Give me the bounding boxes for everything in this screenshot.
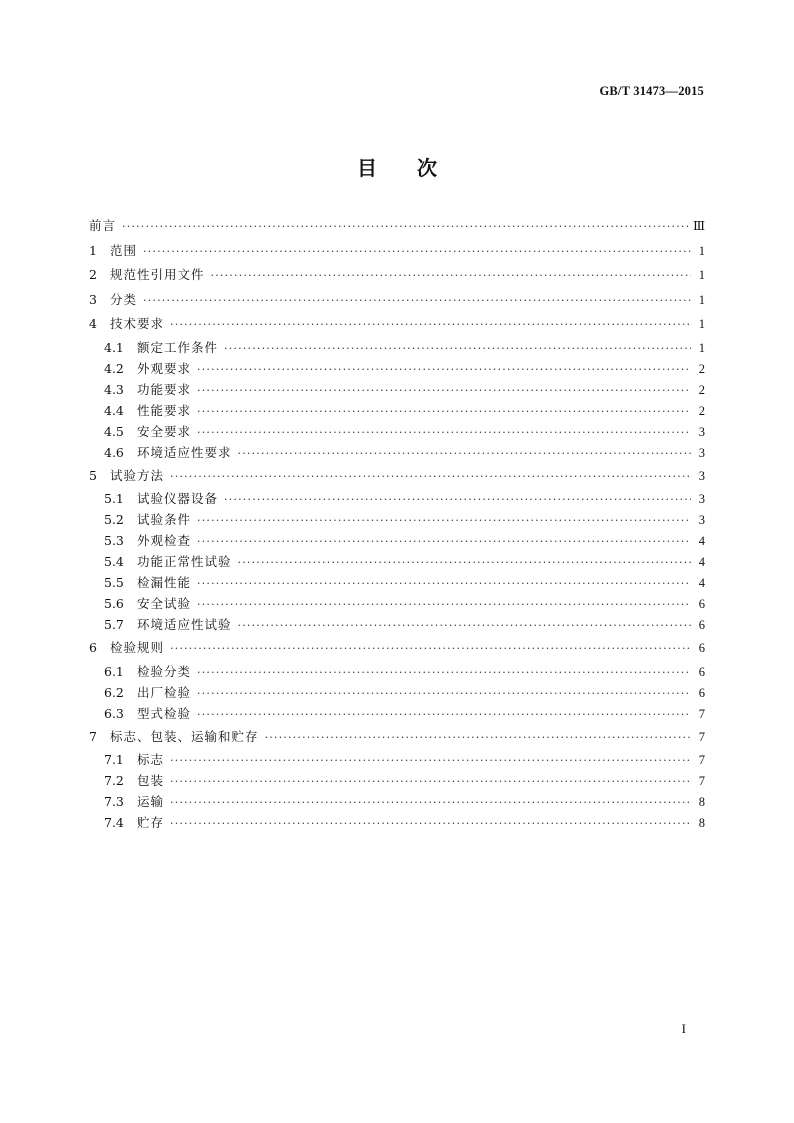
toc-entry-number: 7.3 [104,794,124,809]
toc-entry-page: 4 [698,576,705,590]
toc-entry-page: 3 [698,424,705,439]
toc-subsection-entry[interactable] [89,400,705,421]
toc-entry-number: 4.5 [104,423,124,439]
toc-entry-number: 7.1 [104,752,124,767]
toc-entry-page: 4 [698,534,705,548]
toc-entry-number: 7.4 [104,815,124,830]
toc-subsection-entry[interactable] [89,509,705,530]
toc-entry-number: 4 [89,316,97,331]
toc-entry-number: 5 [89,467,97,483]
toc-entry-page: 2 [698,361,705,376]
toc-entry-title: 试验方法 [110,467,165,483]
toc-subsection-entry[interactable] [89,812,705,833]
toc-dot-leader [224,338,691,359]
toc-entry-page: Ⅲ [692,219,705,233]
toc-dot-leader [170,465,691,490]
toc-entry-number: 5.5 [104,575,124,590]
toc-entry-number: 5.7 [104,617,124,632]
toc-dot-leader [238,615,691,636]
toc-entry-page: 8 [698,795,705,809]
toc-entry-title: 功能要求 [137,381,192,397]
toc-entry-number: 4.4 [104,402,124,418]
toc-subsection-entry[interactable] [89,358,705,379]
page-title: 目次 [357,156,477,180]
toc-subsection-entry[interactable] [89,421,705,442]
toc-dot-leader [238,443,691,464]
toc-entry-number: 5.2 [104,512,124,527]
toc-entry-title: 试验仪器设备 [137,491,219,506]
toc-entry-page: 4 [698,555,705,569]
toc-section-entry[interactable] [89,214,705,239]
toc-subsection-entry[interactable] [89,614,705,635]
toc-entry-page: 1 [698,292,705,307]
toc-dot-leader [143,289,691,314]
toc-entry-number: 4.3 [104,381,124,397]
toc-entry-page: 7 [698,706,705,721]
toc-entry-page: 3 [698,445,705,460]
toc-entry-page: 7 [698,774,705,788]
toc-subsection-entry[interactable] [89,442,705,463]
toc-entry-page: 1 [698,268,705,282]
toc-dot-leader [170,750,691,771]
toc-entry-title: 检漏性能 [137,575,192,590]
toc-entry-title: 外观检查 [137,533,192,548]
toc-section-entry[interactable] [89,312,705,337]
toc-section-entry[interactable] [89,636,705,661]
toc-subsection-entry[interactable] [89,593,705,614]
toc-dot-leader [170,637,691,662]
toc-entry-page: 1 [698,340,705,355]
toc-subsection-entry[interactable] [89,770,705,791]
toc-entry-page: 2 [698,403,705,418]
toc-subsection-entry[interactable] [89,791,705,812]
toc-dot-leader [122,215,691,240]
toc-entry-title: 安全要求 [137,423,192,439]
toc-dot-leader [197,683,691,704]
toc-dot-leader [197,573,691,594]
toc-entry-page: 6 [698,685,705,700]
toc-subsection-entry[interactable] [89,379,705,400]
toc-dot-leader [143,240,691,265]
toc-entry-number: 6.1 [104,663,124,679]
page-number: I [681,1021,686,1036]
toc-dot-leader [197,510,691,531]
toc-entry-number: 5.3 [104,533,124,548]
toc-subsection-entry[interactable] [89,572,705,593]
toc-entry-number: 4.1 [104,339,124,355]
toc-dot-leader [211,264,691,289]
toc-entry-number: 7 [89,728,97,744]
toc-entry-title: 前言 [89,218,117,233]
toc-entry-number: 5.6 [104,596,124,611]
toc-entry-page: 1 [698,243,705,258]
toc-subsection-entry[interactable] [89,530,705,551]
toc-entry-title: 环境适应性试验 [137,617,232,632]
toc-entry-title: 检验规则 [110,640,165,655]
toc-section-entry[interactable] [89,464,705,489]
toc-entry-number: 6 [89,640,97,655]
toc-entry-number: 4.2 [104,360,124,376]
toc-section-entry[interactable] [89,725,705,750]
toc-dot-leader [197,531,691,552]
toc-section-entry[interactable] [89,288,705,313]
toc-entry-number: 1 [89,242,97,258]
toc-subsection-entry[interactable] [89,682,705,703]
toc-entry-number: 3 [89,291,97,307]
toc-entry-title: 标志 [137,752,165,767]
toc-entry-number: 2 [89,267,97,282]
toc-entry-page: 3 [698,513,705,527]
toc-entry-number: 4.6 [104,444,124,460]
toc-entry-title: 外观要求 [137,360,192,376]
toc-section-entry[interactable] [89,263,705,288]
toc-entry-title: 试验条件 [137,512,192,527]
toc-entry-title: 安全试验 [137,596,192,611]
toc-entry-number: 6.2 [104,684,124,700]
toc-dot-leader [170,813,691,834]
toc-entry-title: 技术要求 [110,316,165,331]
toc-subsection-entry[interactable] [89,749,705,770]
toc-dot-leader [197,422,691,443]
toc-entry-page: 7 [698,729,705,744]
toc-entry-title: 性能要求 [137,402,192,418]
toc-dot-leader [197,594,691,615]
toc-section-entry[interactable] [89,239,705,264]
toc-entry-title: 运输 [137,794,165,809]
toc-entry-title: 环境适应性要求 [137,444,232,460]
toc-entry-title: 检验分类 [137,663,192,679]
toc-entry-number: 7.2 [104,773,124,788]
toc-entry-page: 6 [698,597,705,611]
toc-dot-leader [170,771,691,792]
toc-entry-title: 包装 [137,773,165,788]
toc-entry-number: 5.4 [104,554,124,569]
toc-entry-number: 5.1 [104,491,124,506]
toc-entry-title: 出厂检验 [137,684,192,700]
toc-entry-page: 1 [698,317,705,331]
toc-entry-title: 范围 [110,242,138,258]
toc-dot-leader [197,662,691,683]
toc-entry-page: 3 [698,468,705,483]
toc-entry-title: 贮存 [137,815,165,830]
toc-entry-title: 功能正常性试验 [137,554,232,569]
toc-subsection-entry[interactable] [89,488,705,509]
toc-subsection-entry[interactable] [89,703,705,724]
toc-entry-page: 6 [698,641,705,655]
toc-dot-leader [170,313,691,338]
standard-number: GB/T 31473—2015 [599,84,704,98]
toc-entry-page: 6 [698,664,705,679]
toc-dot-leader [170,792,691,813]
toc-dot-leader [224,489,691,510]
toc-dot-leader [265,726,691,751]
toc-subsection-entry[interactable] [89,661,705,682]
toc-entry-title: 标志、包装、运输和贮存 [110,728,259,744]
toc-entry-number: 6.3 [104,705,124,721]
toc-entry-title: 额定工作条件 [137,339,219,355]
toc-entry-page: 3 [698,492,705,506]
toc-entry-title: 分类 [110,291,138,307]
toc-subsection-entry[interactable] [89,551,705,572]
toc-dot-leader [238,552,691,573]
toc-dot-leader [197,704,691,725]
table-of-contents [89,214,705,833]
toc-dot-leader [197,359,691,380]
toc-subsection-entry[interactable] [89,337,705,358]
toc-entry-title: 规范性引用文件 [110,267,205,282]
toc-dot-leader [197,401,691,422]
toc-dot-leader [197,380,691,401]
toc-entry-title: 型式检验 [137,705,192,721]
toc-entry-page: 2 [698,382,705,397]
toc-entry-page: 7 [698,753,705,767]
toc-entry-page: 8 [698,816,705,830]
toc-entry-page: 6 [698,618,705,632]
